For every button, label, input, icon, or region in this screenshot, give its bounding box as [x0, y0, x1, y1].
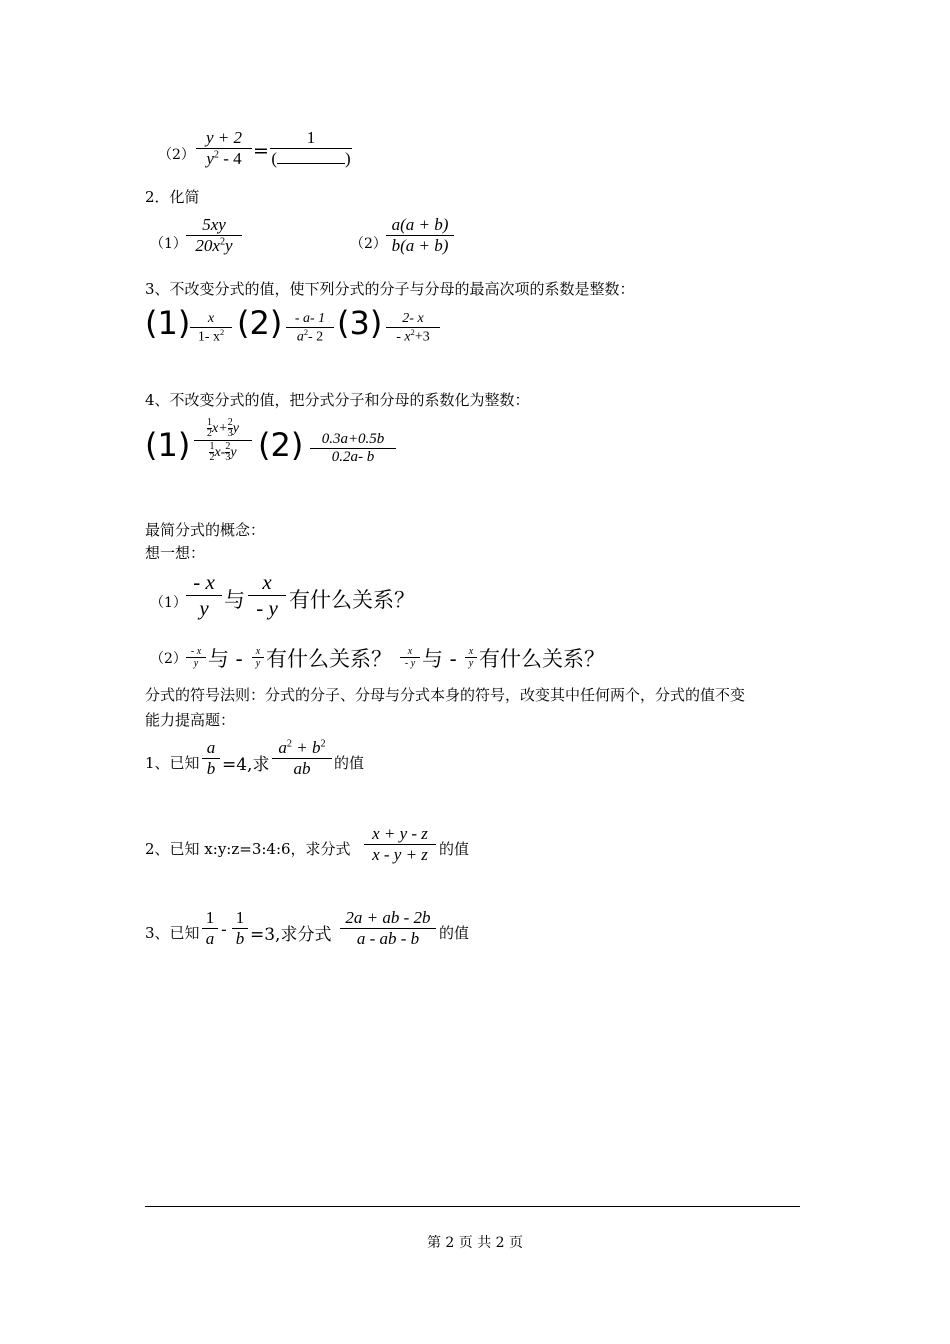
fraction-denominator: - y [404, 658, 416, 669]
fraction-numerator: x [407, 646, 413, 657]
fraction-think-1b [248, 570, 286, 621]
label-3: (3) [337, 304, 383, 342]
section-heading-3: 3、不改变分式的值，使下列分式的分子与分母的最高次项的系数是整数： [145, 280, 635, 298]
fraction-denominator: $a^2-$ 2 [296, 328, 324, 345]
fraction-numerator: 2- x [402, 311, 424, 326]
fraction-s3-3 [386, 311, 440, 346]
fraction-numerator: $a^2 + b^2$ [278, 738, 326, 757]
fraction-denominator: y [199, 596, 209, 620]
fraction-ex3-a [202, 908, 218, 949]
fraction-numerator: x + y - z [372, 824, 428, 843]
ex2-prefix: 2、已知 x:y:z=3:4:6，求分式 [145, 840, 351, 858]
fraction-ex1-a [202, 738, 220, 779]
fraction-s4-1 [194, 418, 252, 463]
fraction-denominator: x - y + z [372, 845, 428, 864]
item2-label: （2） [158, 147, 195, 163]
fraction-denominator: b(a + b) [391, 236, 449, 255]
fraction-item2 [196, 128, 252, 169]
fraction-denominator: $y^2 - 4$ [206, 149, 242, 168]
think-2-question2: 有什么关系？ [479, 647, 605, 671]
fraction-denominator: y [468, 658, 474, 669]
simplify-q1-label: （1） [150, 236, 187, 252]
fraction-numerator: a [206, 738, 216, 757]
fraction-numerator: 1 [235, 908, 245, 927]
fraction-denominator: y [193, 658, 199, 669]
fraction-simplify-q1 [186, 215, 242, 256]
fraction-denominator: - y [256, 596, 278, 620]
fraction-think-2b [252, 646, 264, 669]
fraction-numerator: a(a + b) [391, 215, 449, 234]
fraction-denominator: - $x^2+3$ [396, 328, 430, 345]
label-1: (1) [145, 426, 191, 464]
fraction-numerator: 1 [306, 128, 316, 147]
ex2-suffix: 的值 [439, 840, 470, 858]
fraction-numerator: 5xy [202, 215, 226, 234]
fraction-numerator: - a- 1 [294, 311, 326, 326]
fraction-denominator: ab [293, 759, 311, 778]
fraction-numerator: x [468, 646, 474, 657]
fraction-numerator: 0.3a+0.5b [321, 431, 385, 447]
page-footer: 第 2 页 共 2 页 [426, 1235, 524, 1251]
think-1-question: 有什么关系？ [289, 588, 415, 612]
concept-title: 最简分式的概念： [145, 521, 266, 539]
label-2: (2) [237, 304, 283, 342]
footer-divider [145, 1206, 800, 1207]
fraction-denominator: a [205, 929, 215, 948]
answer-blank[interactable]: ( ) [271, 149, 351, 168]
fraction-simplify-q2 [386, 215, 454, 256]
fraction-numerator: x [207, 311, 215, 326]
think-1-with: 与 [224, 588, 245, 612]
equals-sign: = [253, 140, 269, 162]
fraction-denominator: a - ab - b [356, 929, 420, 948]
fraction-numerator: 1 2 x+ $\frac{2}{3}$ y [207, 417, 239, 439]
fraction-denominator: b [235, 929, 245, 948]
fraction-denominator: $20x^2y$ [195, 236, 233, 255]
fraction-numerator: 2a + ab - 2b [345, 908, 431, 927]
fraction-denominator: b [206, 759, 216, 778]
fraction-numerator: - x [193, 570, 215, 594]
think-2-with2: 与 - [422, 647, 457, 671]
fraction-numerator: - x [190, 646, 202, 657]
ex3-mid: =3,求分式 [250, 925, 332, 945]
fraction-denominator: 1 2 x- 2 3 y [209, 441, 237, 463]
fraction-ex3-b [232, 908, 248, 949]
fraction-numerator: x [262, 570, 272, 594]
fraction-think-2c [400, 646, 420, 669]
ex1-mid: =4,求 [222, 755, 270, 775]
think-heading: 想一想： [145, 544, 206, 562]
think-1-label: （1） [150, 595, 187, 611]
fraction-ex1-b [272, 738, 332, 779]
fraction-ex3-c [340, 908, 436, 949]
fraction-numerator: 1 [205, 908, 215, 927]
fraction-s3-1 [190, 311, 232, 346]
fraction-ex2 [364, 824, 436, 865]
ex3-suffix: 的值 [439, 924, 470, 942]
fraction-s3-2 [286, 311, 334, 346]
fraction-denominator: 0.2a- b [331, 449, 375, 465]
fraction-think-2d [465, 646, 477, 669]
think-2-with: 与 - [208, 647, 243, 671]
section-heading-4: 4、不改变分式的值，把分式分子和分母的系数化为整数： [145, 391, 530, 409]
simplify-q2-label: （2） [350, 236, 387, 252]
fraction-s4-2 [310, 431, 396, 466]
think-2-question: 有什么关系？ [266, 647, 392, 671]
fraction-denominator: y [255, 658, 261, 669]
sign-rule: 分式的符号法则：分式的分子、分母与分式本身的符号，改变其中任何两个，分式的值不变 [145, 686, 746, 704]
ex3-prefix: 3、已知 [145, 924, 200, 942]
ex1-suffix: 的值 [334, 754, 365, 772]
fraction-numerator: y + 2 [205, 128, 243, 147]
label-2: (2) [258, 426, 304, 464]
fraction-denominator: 1- $x^2$ [197, 328, 225, 345]
ex1-prefix: 1、已知 [145, 754, 200, 772]
ability-heading: 能力提高题： [145, 711, 236, 729]
fraction-think-1a [186, 570, 222, 621]
fraction-numerator: x [255, 646, 261, 657]
fraction-think-2a [186, 646, 206, 669]
think-2-label: （2） [150, 651, 187, 667]
fraction-answer-blank [270, 128, 352, 169]
label-1: (1) [145, 304, 191, 342]
ex3-minus: - [221, 920, 227, 940]
section-heading-simplify: 2．化简 [145, 188, 200, 206]
